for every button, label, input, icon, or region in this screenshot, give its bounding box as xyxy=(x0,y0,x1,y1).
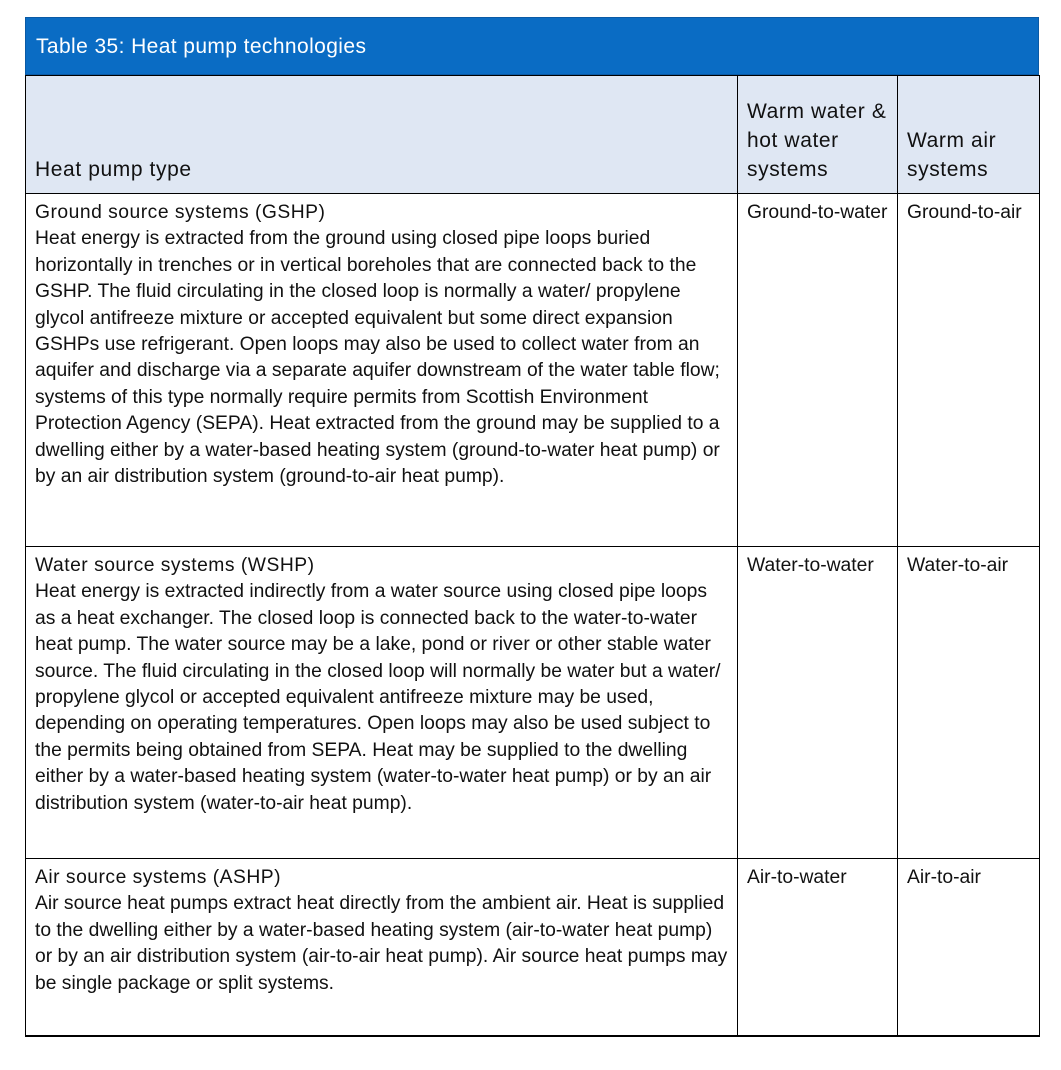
heat-pump-type-name: Air source systems (ASHP) xyxy=(35,867,282,888)
heat-pump-type-name: Water source systems (WSHP) xyxy=(35,555,315,576)
heat-pump-type-name: Ground source systems (GSHP) xyxy=(35,202,326,223)
header-warm-water-systems: Warm water & hot water systems xyxy=(738,76,898,194)
warm-water-cell: Air-to-water xyxy=(738,859,898,1036)
heat-pump-table-container xyxy=(25,17,1039,1037)
table-row xyxy=(26,547,1040,859)
warm-water-cell: Ground-to-water xyxy=(738,194,898,547)
warm-water-cell: Water-to-water xyxy=(738,547,898,859)
table-caption: Table 35: Heat pump technologies xyxy=(25,17,1039,75)
table-row xyxy=(26,859,1040,1036)
header-warm-air-systems: Warm air systems xyxy=(898,76,1040,194)
warm-air-cell: Ground-to-air xyxy=(898,194,1040,547)
heat-pump-type-cell xyxy=(26,547,738,859)
warm-air-cell: Water-to-air xyxy=(898,547,1040,859)
heat-pump-type-cell xyxy=(26,194,738,547)
heat-pump-type-cell xyxy=(26,859,738,1036)
header-heat-pump-type: Heat pump type xyxy=(26,76,738,194)
heat-pump-description: Heat energy is extracted indirectly from a water source using closed pipe loops as a heat exchanger. The closed loop is connected back to the water-to-water heat pump. The water source may be a lake, pond or river or other stable water source. The fluid circulating in the closed loop will normally be water but a water/ propylene glycol or accepted equivalent antifreeze mixture may be used, depending on operating temperatures. Open loops may also be used subject to the permits being obtained from SEPA. Heat may be supplied to the dwelling either by a water-based heating system (water-to-water heat pump) or by an air distribution system (water-to-air heat pump). xyxy=(35,581,721,814)
warm-air-cell: Air-to-air xyxy=(898,859,1040,1036)
table-row xyxy=(26,194,1040,547)
heat-pump-table xyxy=(25,75,1040,1037)
table-header-row xyxy=(26,76,1040,194)
heat-pump-description: Air source heat pumps extract heat directly from the ambient air. Heat is supplied to the dwelling either by a water-based heating system (air-to-water heat pump) or by an air distribution system (air-to-air heat pump). Air source heat pumps may be single package or split systems. xyxy=(35,893,728,994)
heat-pump-description: Heat energy is extracted from the ground using closed pipe loops buried horizontally in trenches or in vertical boreholes that are connected back to the GSHP. The fluid circulating in the closed loop is normally a water/ propylene glycol antifreeze mixture or accepted equivalent but some direct expansion GSHPs use refrigerant. Open loops may also be used to collect water from an aquifer and discharge via a separate aquifer downstream of the water table flow; systems of this type normally require permits from Scottish Environment Protection Agency (SEPA). Heat extracted from the ground may be supplied to a dwelling either by a water-based heating system (ground-to-water heat pump) or by an air distribution system (ground-to-air heat pump). xyxy=(35,228,720,488)
